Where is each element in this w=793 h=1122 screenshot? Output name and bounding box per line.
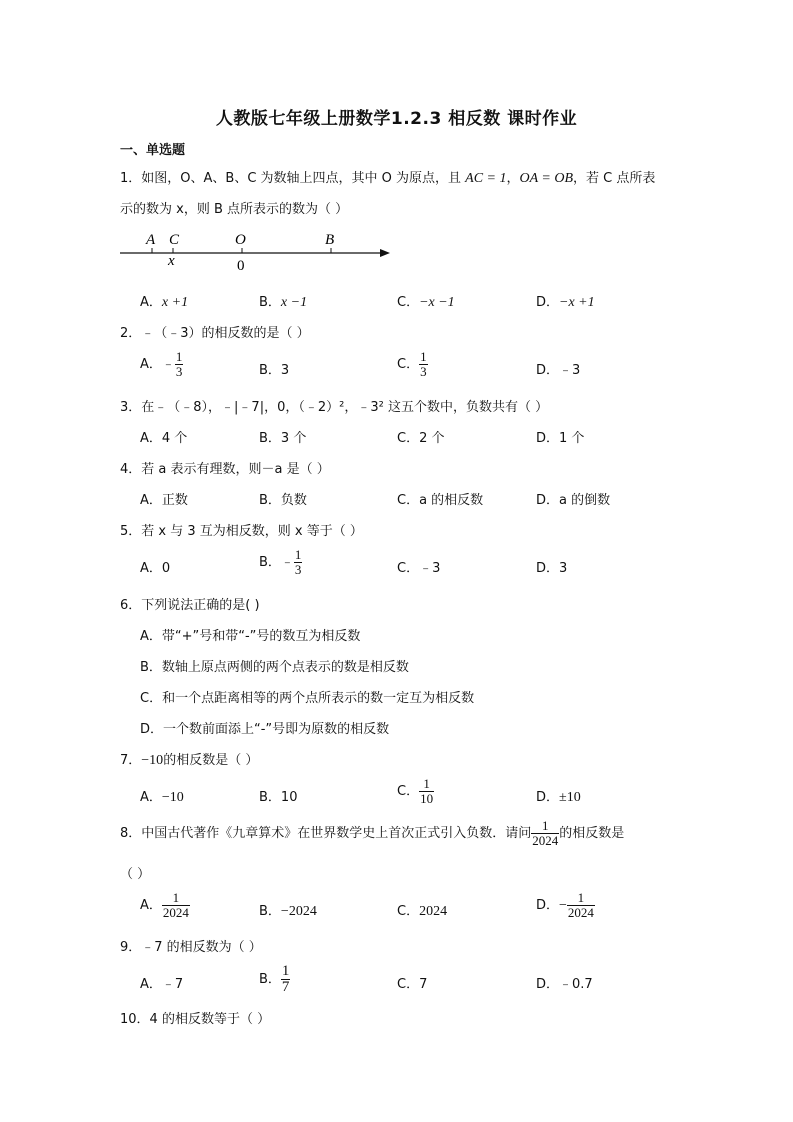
q4-option-a[interactable]: A．正数	[140, 493, 188, 508]
q1-option-d[interactable]: D．−x +1	[536, 295, 595, 310]
question-9-stem: 9．﹣7 的相反数为（ ）	[120, 940, 262, 955]
q3-option-c[interactable]: C．2 个	[397, 431, 445, 446]
q8-option-b[interactable]: B．−2024	[259, 904, 317, 919]
q2-option-d[interactable]: D．﹣3	[536, 363, 581, 378]
question-10-stem: 10．4 的相反数等于（ ）	[120, 1012, 271, 1027]
q7-option-a[interactable]: A．−10	[140, 790, 184, 805]
q9-option-c[interactable]: C．7	[397, 977, 428, 992]
q1-option-b[interactable]: B．x −1	[259, 295, 308, 310]
question-3-stem: 3．在﹣（﹣8），﹣|﹣7|，0，（﹣2）²，﹣3² 这五个数中，负数共有（ ）	[120, 400, 549, 415]
q9-option-b[interactable]: B． $\frac{1}{7}$	[259, 963, 290, 995]
q9-option-d[interactable]: D．﹣0.7	[536, 977, 593, 992]
q7-option-d[interactable]: D．±10	[536, 790, 581, 805]
question-1-stem-line1: 1．如图，O、A、B、C 为数轴上四点，其中 O 为原点，且 AC = 1，OA = OB，若 C 点所表	[120, 171, 656, 186]
section-heading: 一、单选题	[120, 143, 186, 158]
q3-option-d[interactable]: D．1 个	[536, 431, 585, 446]
page-title: 人教版七年级上册数学1.2.3 相反数 课时作业	[215, 109, 578, 129]
label-b: B	[325, 232, 335, 248]
q5-option-d[interactable]: D．3	[536, 561, 568, 576]
label-x: x	[168, 253, 175, 269]
q2-option-a[interactable]: A．﹣ $\frac{1}{3}$	[140, 349, 183, 379]
question-8-stem-line1: 8．中国古代著作《九章算术》在世界数学史上首次正式引入负数．请问 $\frac{1}{2024}$ 的相反数是	[120, 818, 625, 848]
q9-option-a[interactable]: A．﹣7	[140, 977, 184, 992]
question-2-stem: 2．﹣（﹣3）的相反数的是（ ）	[120, 326, 310, 341]
number-line-arrow	[380, 249, 390, 257]
label-zero: 0	[237, 258, 245, 274]
q2-option-b[interactable]: B．3	[259, 363, 290, 378]
q1-option-a[interactable]: A．x +1	[140, 295, 189, 310]
question-5-stem: 5．若 x 与 3 互为相反数，则 x 等于（ ）	[120, 524, 363, 539]
label-a: A	[146, 232, 156, 248]
equation-oa-ob: OA = OB	[519, 171, 574, 186]
q3-option-b[interactable]: B．3 个	[259, 431, 307, 446]
q6-option-b[interactable]: B．数轴上原点两侧的两个点表示的数是相反数	[140, 660, 409, 675]
question-7-stem: 7．−10的相反数是（ ）	[120, 753, 259, 768]
q6-option-a[interactable]: A．带“+”号和带“-”号的数互为相反数	[140, 629, 361, 644]
q4-option-b[interactable]: B．负数	[259, 493, 307, 508]
q5-option-c[interactable]: C．﹣3	[397, 561, 441, 576]
question-8-stem-line2: （ ）	[120, 867, 151, 882]
question-4-stem: 4．若 a 表示有理数，则－a 是（ ）	[120, 462, 330, 477]
question-1-stem-line2: 示的数为 x，则 B 点所表示的数为（ ）	[120, 202, 349, 217]
equation-ac: AC = 1	[465, 171, 507, 186]
label-c: C	[169, 232, 180, 248]
q4-option-d[interactable]: D．a 的倒数	[536, 493, 611, 508]
q1-option-c[interactable]: C．−x −1	[397, 295, 455, 310]
q6-option-d[interactable]: D．一个数前面添上“-”号即为原数的相反数	[140, 722, 390, 737]
q8-option-c[interactable]: C．2024	[397, 904, 448, 919]
q8-option-a[interactable]: A． $\frac{1}{2024}$	[140, 890, 189, 920]
q6-option-c[interactable]: C．和一个点距离相等的两个点所表示的数一定互为相反数	[140, 691, 475, 706]
question-6-stem: 6．下列说法正确的是( )	[120, 598, 260, 613]
q2-option-c[interactable]: C． $\frac{1}{3}$	[397, 349, 427, 379]
q3-option-a[interactable]: A．4 个	[140, 431, 188, 446]
q4-option-c[interactable]: C．a 的相反数	[397, 493, 484, 508]
q7-option-c[interactable]: C． $\frac{1}{10}$	[397, 776, 434, 806]
number-line-figure	[118, 228, 398, 274]
q8-option-d[interactable]: D．− $\frac{1}{2024}$	[536, 890, 594, 920]
q5-option-a[interactable]: A．0	[140, 561, 171, 576]
q7-option-b[interactable]: B．10	[259, 790, 298, 805]
label-o: O	[235, 232, 246, 248]
q5-option-b[interactable]: B．﹣ $\frac{1}{3}$	[259, 547, 302, 577]
